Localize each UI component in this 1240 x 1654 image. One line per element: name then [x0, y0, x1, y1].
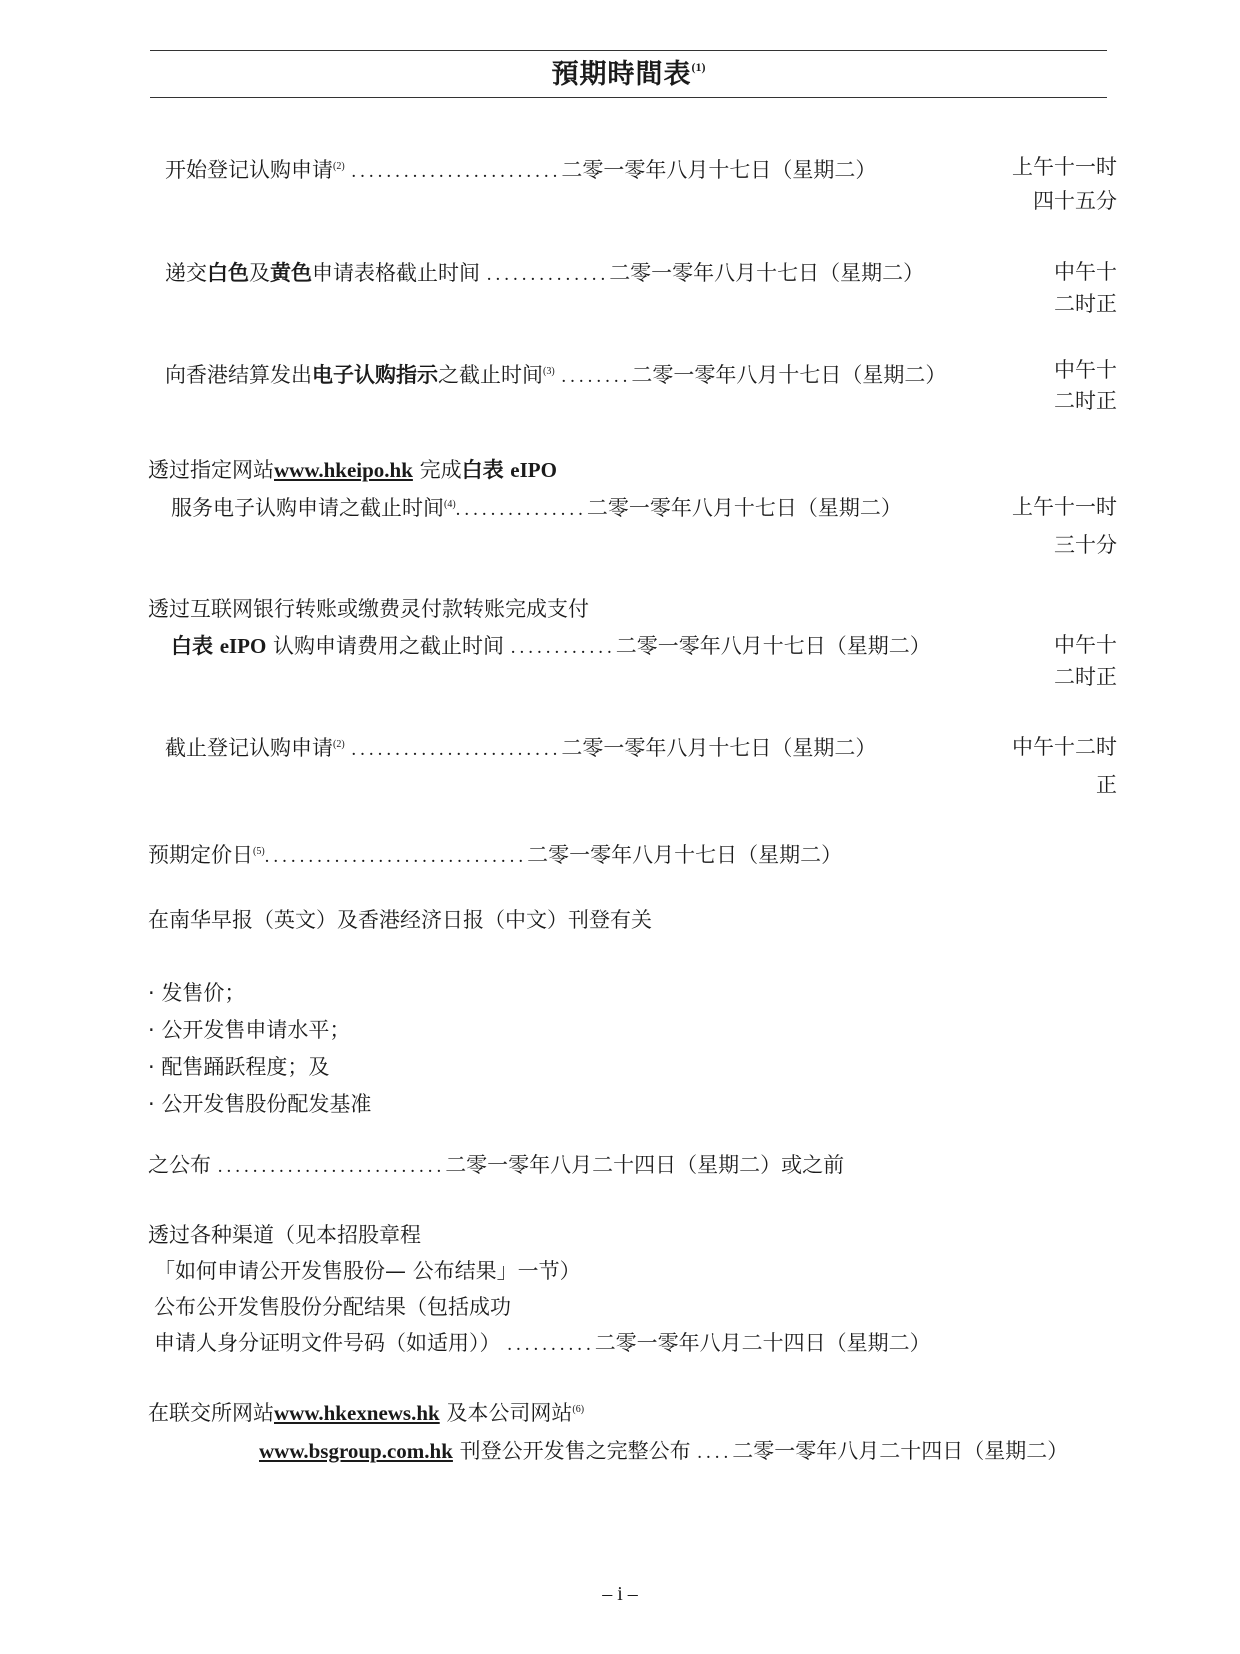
page-title: 預期時間表$^{(1)}$: [551, 59, 706, 90]
bsgroup-link[interactable]: www.bsgroup.com.hk: [259, 1439, 453, 1463]
bullet-list: [148, 975, 371, 1123]
row-full-announcement-line1: 在联交所网站www.hkexnews.hk 及本公司网站$^{(6)}$: [148, 1401, 585, 1425]
date: 二零一零年八月十七日（星期二）: [561, 158, 877, 182]
date: 二零一零年八月十七日（星期二）: [631, 363, 947, 387]
row-payment-line1: 透过互联网银行转账或缴费灵付款转账完成支付: [148, 597, 589, 621]
time-electronic-instruction-deadline: 中午十 二时正: [1054, 358, 1117, 413]
time-eipo-website-deadline: 上午十一时 三十分: [1012, 495, 1117, 557]
list-item: · 公开发售申请水平；: [148, 1018, 351, 1042]
page-number: – i –: [602, 1583, 638, 1605]
title-bottom-rule: [150, 97, 1107, 98]
row-start-registration: 开始登记认购申请$^{(2)}$ ........................二零一零年八月十七日（星期二）: [165, 158, 877, 182]
title-footnote: (1): [691, 60, 706, 74]
hkeipo-link[interactable]: www.hkeipo.hk: [274, 458, 413, 482]
date: 二零一零年八月十七日（星期二）: [609, 261, 925, 285]
date: 二零一零年八月十七日（星期二）: [527, 843, 843, 867]
row-allotment-results: 透过各种渠道（见本招股章程 「如何申请公开发售股份— 公布结果」一节） 公布公开发售股份分配结果（包括成功 申请人身分证明文件号码（如适用）） ..........二零一零年八月二十四日（星期二）: [148, 1223, 931, 1355]
row-end-registration: 截止登记认购申请$^{(2)}$ ........................二零一零年八月十七日（星期二）: [165, 736, 877, 760]
title-top-rule: [150, 50, 1107, 51]
time-end-registration: 中午十二时 正: [1012, 735, 1117, 797]
date: 二零一零年八月二十四日（星期二）: [594, 1331, 931, 1355]
date: 二零一零年八月二十四日（星期二）: [732, 1439, 1069, 1463]
date: 二零一零年八月十七日（星期二）: [561, 736, 877, 760]
row-application-form-deadline: 递交白色及黄色申请表格截止时间 ..............二零一零年八月十七日（星期二）: [165, 261, 925, 285]
list-item: · 公开发售股份配发基准: [148, 1092, 372, 1116]
row-price-determination: 预期定价日$^{(5)}$..............................二零一零年八月十七日（星期二）: [148, 843, 843, 867]
hkexnews-link[interactable]: www.hkexnews.hk: [274, 1401, 440, 1425]
row-announcement-date: 之公布 ..........................二零一零年八月二十四日（星期二）或之前: [148, 1153, 845, 1177]
row-announcement-intro: 在南华早报（英文）及香港经济日报（中文）刊登有关: [148, 908, 652, 932]
row-eipo-website-line2: 服务电子认购申请之截止时间$^{(4)}$...............二零一零年八月十七日（星期二）: [171, 496, 902, 520]
row-full-announcement-line2: www.bsgroup.com.hk 刊登公开发售之完整公布 ....二零一零年八月二十四日（星期二）: [259, 1439, 1069, 1463]
row-electronic-instruction-deadline: 向香港结算发出电子认购指示之截止时间$^{(3)}$ ........二零一零年八月十七日（星期二）: [165, 363, 947, 387]
time-payment-deadline: 中午十 二时正: [1054, 633, 1117, 689]
row-eipo-website-line1: 透过指定网站www.hkeipo.hk 完成白表 eIPO: [148, 458, 557, 482]
list-item: · 配售踊跃程度；及: [148, 1055, 330, 1079]
time-application-form-deadline: 中午十 二时正: [1054, 260, 1117, 316]
date: 二零一零年八月十七日（星期二）: [586, 496, 902, 520]
list-item: · 发售价；: [148, 981, 246, 1005]
date: 二零一零年八月十七日（星期二）: [615, 634, 931, 658]
time-start-registration: 上午十一时 四十五分: [1012, 155, 1117, 213]
date: 二零一零年八月二十四日（星期二）或之前: [445, 1153, 845, 1177]
row-payment-line2: 白表 eIPO 认购申请费用之截止时间 ............二零一零年八月十七日（星期二）: [171, 634, 931, 658]
